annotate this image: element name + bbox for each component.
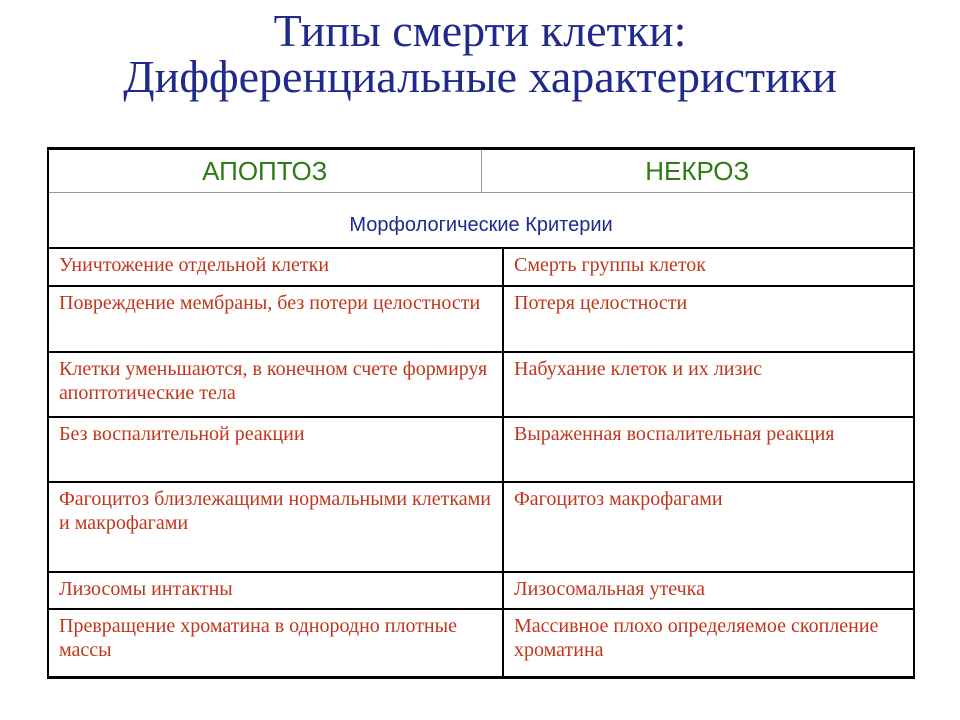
table-row [49,610,913,679]
apoptosis-cell: Повреждение мембраны, без потери целостности [49,287,504,351]
apoptosis-cell: Без воспалительной реакции [49,418,504,481]
necrosis-cell: Смерть группы клеток [514,254,707,276]
necrosis-cell: Потеря целостности [514,292,688,314]
table-row [49,353,913,418]
table-row [49,249,913,287]
header-apoptosis: АПОПТОЗ [49,150,482,192]
necrosis-cell: Лизосомальная утечка [514,578,705,600]
table-header-row [49,147,913,193]
apoptosis-cell: Превращение хроматина в однородно плотные массы [49,610,504,676]
apoptosis-cell: Клетки уменьшаются, в конечном счете формируя апоптотические тела [49,353,504,416]
necrosis-cell: Фагоцитоз макрофагами [514,488,723,510]
table-row [49,418,913,483]
slide-title [0,5,960,102]
table-row [49,483,913,573]
apoptosis-cell: Фагоцитоз близлежащими нормальными клетками и макрофагами [49,483,504,571]
necrosis-cell: Набухание клеток и их лизис [514,358,762,380]
table-row [49,287,913,353]
necrosis-cell: Массивное плохо определяемое скопление хроматина [514,615,879,661]
apoptosis-cell: Уничтожение отдельной клетки [49,249,504,285]
header-necrosis: НЕКРОЗ [645,155,750,186]
necrosis-cell: Выраженная воспалительная реакция [514,423,835,445]
table-row [49,573,913,610]
comparison-table [47,147,915,679]
apoptosis-cell: Лизосомы интактны [49,573,504,608]
slide-title-line2: Дифференциальные характеристики [123,51,837,102]
slide-title-line1: Типы смерти клетки: [273,5,687,56]
criteria-label: Морфологические Критерии [49,193,913,249]
